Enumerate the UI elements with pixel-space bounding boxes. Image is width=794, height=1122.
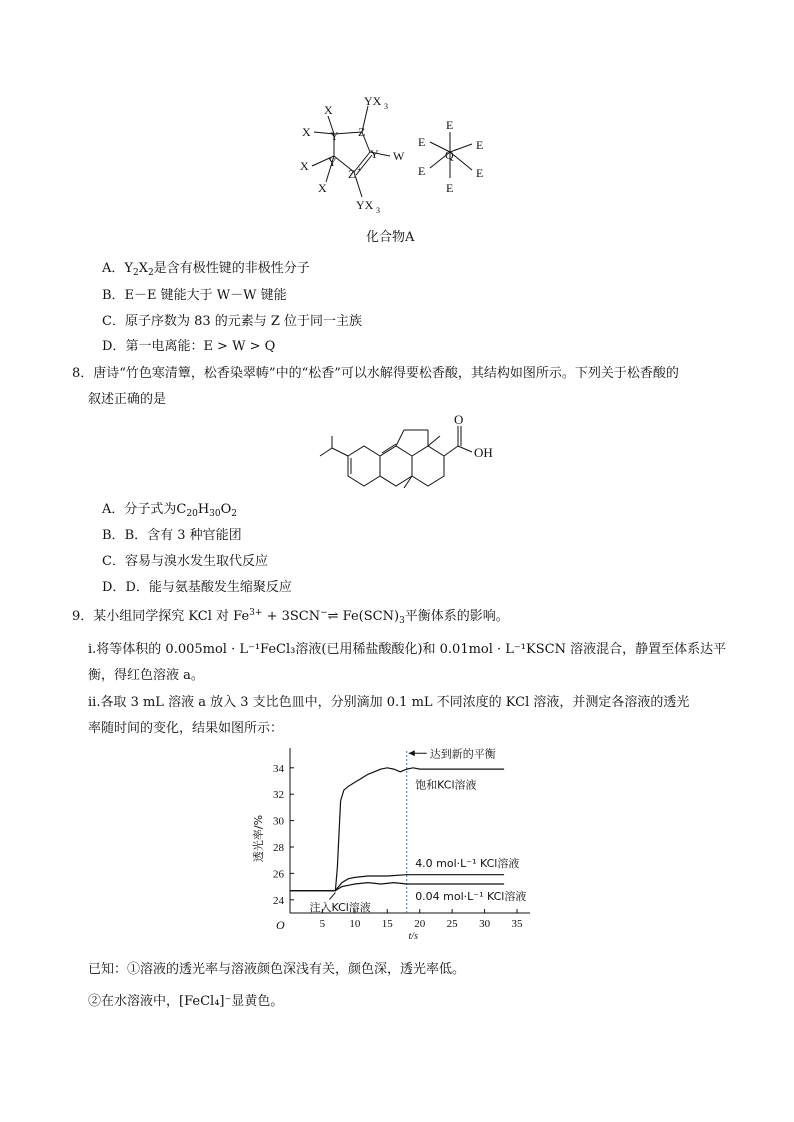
q9-stem-scn-charge: −	[320, 608, 328, 618]
atom-yx3-bottom-sub: 3	[376, 206, 380, 215]
q8-option-a	[102, 498, 237, 519]
q8-option-a-pre: 分子式为	[124, 502, 177, 517]
chart-series	[290, 750, 504, 913]
atom-x-1: X	[324, 103, 333, 117]
series-label-saturated: 饱和KCl溶液	[415, 778, 477, 792]
x-tick-label: 10	[349, 918, 361, 930]
q8-stem-line1	[72, 362, 679, 381]
q9-step-ii-line2: 率随时间的变化，结果如图所示：	[88, 721, 284, 736]
q7-option-b-text: E－E 键能大于 W－W 键能	[124, 288, 287, 303]
q9-step-i-line2: 衡，得红色溶液 a。	[88, 668, 204, 683]
y-tick-label: 26	[273, 868, 284, 881]
q9-stem-product: Fe(SCN)	[338, 609, 400, 624]
acid-hydroxyl-oh: OH	[474, 445, 493, 460]
q9-step-i-line1: i.将等体积的 0.005mol · L⁻¹FeCl₃溶液(已用稀盐酸酸化)和 0.01mol · L⁻¹KSCN 溶液混合，静置至体系达平	[88, 642, 727, 657]
atom-w: W	[393, 149, 405, 163]
q7-option-a-letter: A．	[102, 261, 125, 276]
q8-option-a-c: C	[176, 502, 187, 517]
q9-known-2-formula: [FeCl₄]⁻	[179, 994, 232, 1009]
x-tick-label: 15	[381, 918, 393, 930]
q8-number: 8．	[72, 366, 94, 381]
abietic-acid-structure	[300, 408, 520, 496]
atom-yx3-top-sub: 3	[384, 102, 388, 111]
atom-x-4: X	[318, 181, 327, 195]
y-tick-label: 28	[273, 842, 284, 854]
q7-option-c-text: 原子序数为 83 的元素与 Z 位于同一主族	[124, 314, 363, 329]
atom-y-3: Y	[328, 155, 337, 169]
q8-option-b-text: B．含有 3 种官能团	[124, 528, 242, 543]
q9-known-2	[88, 990, 283, 1009]
q8-option-c	[102, 550, 268, 569]
q9-stem-pre: 某小组同学探究 KCl 对 Fe	[93, 609, 250, 624]
origin-label: O	[276, 918, 285, 932]
y-axis-title: 透光率/%	[252, 814, 265, 863]
q7-option-b-letter: B．	[102, 288, 125, 303]
q7-option-a	[102, 257, 310, 278]
q7-option-c-letter: C．	[102, 314, 125, 329]
q7-option-a-formula-y: Y	[124, 261, 133, 276]
x-tick-label: 25	[446, 918, 458, 930]
q9-stem-fe-charge: 3+	[249, 608, 263, 618]
q7-option-d-text: 第一电离能：E > W > Q	[125, 339, 276, 354]
q8-stem-text: 唐诗“竹色寒清簟，松香染翠帱”中的“松香”可以水解得要松香酸，其结构如图所示。下列关于松香酸的	[93, 366, 679, 381]
equilibrium-arrow-head	[409, 750, 415, 756]
q9-step-ii-line1: ii.各取 3 mL 溶液 a 放入 3 支比色皿中，分别滴加 0.1 mL 不同浓度的 KCl 溶液，并测定各溶液的透光	[88, 695, 690, 710]
q7-option-a-sub1: 2	[132, 268, 139, 278]
atom-e-ll: E	[418, 164, 426, 178]
q9-known-2-post: 显黄色。	[231, 994, 284, 1009]
x-tick-label: 5	[319, 918, 326, 930]
series-label-004mol: 0.04 mol·L⁻¹ KCl溶液	[415, 889, 527, 903]
atom-x-2: X	[302, 125, 311, 139]
q9-known-2-pre: ②在水溶液中，	[88, 994, 180, 1009]
atom-e-ul: E	[418, 135, 426, 149]
q7-option-d-letter: D．	[102, 339, 126, 354]
q8-option-a-o-sub: 2	[231, 509, 238, 519]
q7-option-c	[102, 310, 362, 329]
series-label-4mol: 4.0 mol·L⁻¹ KCl溶液	[415, 856, 520, 870]
atom-z-1: Z	[358, 125, 366, 139]
acid-carbonyl-o: O	[454, 412, 464, 427]
q7-option-a-sub2: 2	[147, 268, 154, 278]
q8-option-a-o: O	[220, 502, 232, 517]
q9-stem-scn: + 3SCN	[262, 609, 321, 624]
q8-option-d-letter: D．	[102, 580, 126, 595]
x-tick-label: 20	[414, 918, 426, 930]
y-tick-label: 30	[273, 815, 284, 828]
x-axis-title: t/s	[408, 931, 418, 942]
atom-x-3: X	[300, 159, 309, 173]
inject-label: 注入KCl溶液	[309, 901, 371, 914]
chart-axes	[290, 748, 530, 913]
compound-a-structure	[290, 92, 510, 217]
q8-option-d	[102, 576, 292, 595]
atom-e-top: E	[446, 118, 454, 132]
q8-option-d-text: D．能与氨基酸发生缩聚反应	[125, 580, 292, 595]
q8-option-c-letter: C．	[102, 554, 125, 569]
atom-yx3-bottom: YX	[356, 198, 374, 212]
y-tick-label: 34	[273, 762, 284, 775]
y-tick-label: 32	[273, 789, 284, 802]
q8-option-b-letter: B．	[102, 528, 125, 543]
q8-option-a-letter: A．	[102, 502, 125, 517]
q8-option-a-h: H	[197, 502, 210, 517]
atom-y-1: Y	[330, 129, 339, 143]
equilibrium-label: 达到新的平衡	[429, 747, 496, 761]
q9-known-1: 已知：①溶液的透光率与溶液颜色深浅有关，颜色深，透光率低。	[88, 962, 466, 977]
q9-stem-product-sub: 3	[399, 616, 405, 626]
atom-e-lr: E	[476, 166, 484, 180]
atom-e-ur: E	[476, 138, 484, 152]
q7-option-a-formula-x: X	[138, 261, 148, 276]
atom-z-2-charge: +	[357, 165, 362, 174]
atom-z-2: Z	[348, 167, 356, 181]
transmittance-chart	[240, 738, 560, 953]
q9-number: 9．	[72, 609, 94, 624]
compound-a-caption: 化合物A	[366, 230, 415, 245]
q8-stem-line2: 叙述正确的是	[88, 392, 167, 407]
atom-e-bottom: E	[446, 181, 454, 195]
q9-equilibrium-arrow: ⇌	[327, 609, 339, 624]
inject-pointer	[329, 893, 335, 900]
x-tick-label: 35	[511, 918, 523, 930]
x-tick-label: 30	[479, 918, 491, 930]
q7-option-b	[102, 284, 287, 303]
atom-q: Q	[445, 148, 454, 162]
q9-stem-post: 平衡体系的影响。	[404, 609, 509, 624]
q9-stem	[72, 605, 509, 626]
q8-option-a-h-sub: 30	[209, 509, 221, 519]
q7-option-a-text: 是含有极性键的非极性分子	[153, 261, 310, 276]
q8-option-a-c-sub: 20	[186, 509, 198, 519]
atom-yx3-top: YX	[364, 94, 382, 108]
q7-option-d	[102, 335, 275, 354]
y-tick-label: 24	[273, 894, 284, 907]
q8-option-b	[102, 524, 242, 543]
atom-y-2: Y	[370, 147, 379, 161]
q8-option-c-text: 容易与溴水发生取代反应	[124, 554, 268, 569]
atom-q-charge: −	[455, 145, 460, 154]
